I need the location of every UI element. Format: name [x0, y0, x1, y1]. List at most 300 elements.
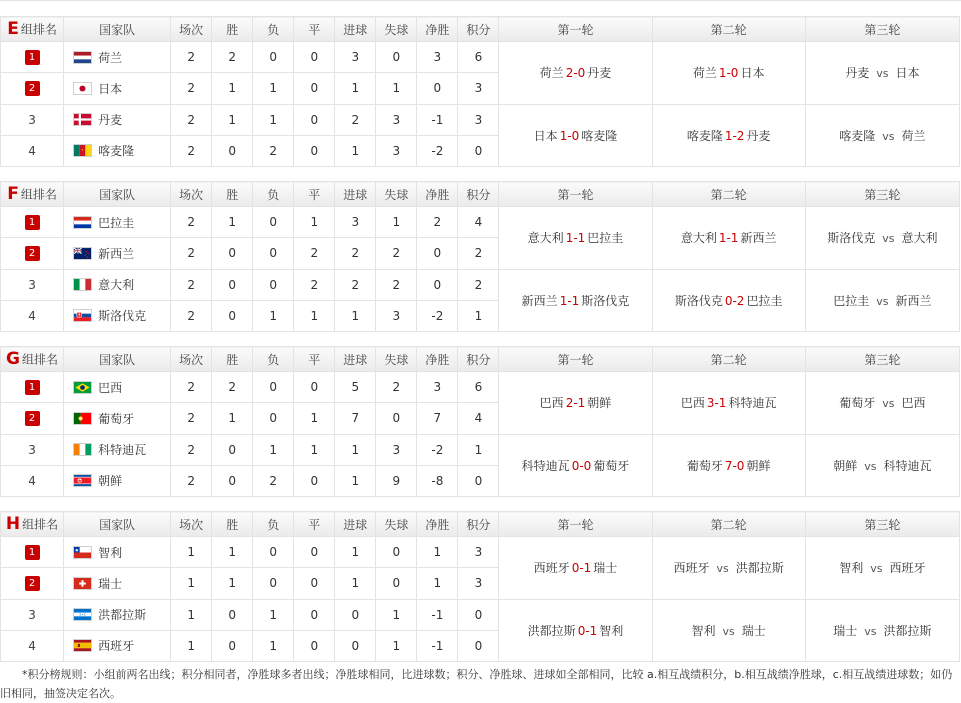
- team-name[interactable]: 科特迪瓦: [98, 443, 147, 458]
- versus-label: vs: [722, 624, 735, 638]
- header-loss: 负: [253, 347, 294, 372]
- rank-number: 3: [28, 442, 36, 457]
- played-cell: 2: [171, 465, 212, 496]
- team-name[interactable]: 荷兰: [98, 50, 123, 65]
- rank-number: 4: [28, 308, 36, 323]
- draws-cell: 0: [294, 135, 335, 166]
- home-team: 斯洛伐克: [827, 231, 876, 246]
- goals-for-cell: 3: [335, 207, 376, 238]
- team-row: [1, 207, 960, 238]
- played-cell: 2: [171, 104, 212, 135]
- team-cell[interactable]: [64, 372, 171, 403]
- round-3-match[interactable]: [805, 537, 959, 599]
- header-round1: 第一轮: [499, 17, 652, 42]
- header-draw: 平: [294, 347, 335, 372]
- points-cell: 6: [458, 42, 499, 73]
- round-1-match[interactable]: [499, 42, 652, 104]
- group-letter: G: [6, 349, 20, 370]
- team-cell[interactable]: [64, 599, 171, 630]
- away-team: 智利: [599, 623, 624, 638]
- group-f-section: [0, 181, 960, 332]
- goal-difference-cell: -8: [417, 465, 458, 496]
- brazil-flag-icon: [73, 381, 92, 394]
- rank-cell: [1, 403, 64, 434]
- away-team: 日本: [740, 66, 765, 81]
- header-played: 场次: [171, 512, 212, 537]
- away-team: 荷兰: [901, 128, 926, 143]
- team-name[interactable]: 巴西: [98, 380, 123, 395]
- header-played: 场次: [171, 182, 212, 207]
- home-team: 智利: [691, 623, 716, 638]
- header-rank: [1, 512, 64, 537]
- losses-cell: 0: [253, 372, 294, 403]
- losses-cell: 0: [253, 537, 294, 568]
- team-cell[interactable]: [64, 269, 171, 300]
- match-score: 0-2: [724, 293, 745, 308]
- round-1-match[interactable]: [499, 104, 652, 166]
- header-played: 场次: [171, 17, 212, 42]
- match-score: 0-1: [577, 623, 598, 638]
- round-2-match[interactable]: [652, 207, 805, 269]
- goal-difference-cell: -2: [417, 434, 458, 465]
- round-1-match[interactable]: [499, 537, 652, 599]
- new-zealand-flag-icon: [73, 247, 92, 260]
- points-cell: 3: [458, 537, 499, 568]
- header-round2: 第二轮: [652, 347, 805, 372]
- versus-label: vs: [870, 562, 883, 576]
- round-3-match[interactable]: [805, 104, 959, 166]
- round-2-match[interactable]: [652, 269, 805, 331]
- round-3-match[interactable]: [805, 599, 959, 661]
- home-team: 意大利: [680, 231, 717, 246]
- header-gd: 净胜: [417, 17, 458, 42]
- team-name[interactable]: 瑞士: [98, 576, 123, 591]
- points-cell: 3: [458, 568, 499, 599]
- points-cell: 6: [458, 372, 499, 403]
- goals-for-cell: 0: [335, 630, 376, 661]
- header-ga: 失球: [376, 182, 417, 207]
- away-team: 瑞士: [741, 623, 766, 638]
- losses-cell: 2: [253, 465, 294, 496]
- losses-cell: 1: [253, 104, 294, 135]
- losses-cell: 0: [253, 207, 294, 238]
- round-3-match[interactable]: [805, 42, 959, 104]
- rank-cell: [1, 630, 64, 661]
- header-team: 国家队: [64, 17, 171, 42]
- match-score: 1-0: [718, 66, 739, 81]
- wins-cell: 0: [212, 630, 253, 661]
- draws-cell: 0: [294, 372, 335, 403]
- header-win: 胜: [212, 512, 253, 537]
- goal-difference-cell: 1: [417, 537, 458, 568]
- losses-cell: 0: [253, 568, 294, 599]
- away-team: 科特迪瓦: [728, 396, 777, 411]
- switzerland-flag-icon: [73, 577, 92, 590]
- away-team: 朝鲜: [587, 396, 612, 411]
- standings-table: [0, 16, 960, 167]
- group-h-section: [0, 511, 960, 662]
- header-round3: 第三轮: [805, 347, 959, 372]
- goals-against-cell: 3: [376, 300, 417, 331]
- chile-flag-icon: [73, 546, 92, 559]
- team-name[interactable]: 日本: [98, 81, 123, 96]
- header-row: [1, 17, 960, 42]
- team-name[interactable]: 西班牙: [98, 639, 135, 654]
- round-3-match[interactable]: [805, 269, 959, 331]
- team-cell[interactable]: [64, 207, 171, 238]
- round-1-match[interactable]: [499, 269, 652, 331]
- home-team: 科特迪瓦: [521, 458, 570, 473]
- match-score: 1-0: [559, 128, 580, 143]
- rank-cell: [1, 599, 64, 630]
- losses-cell: 2: [253, 135, 294, 166]
- goals-against-cell: 0: [376, 403, 417, 434]
- goals-against-cell: 1: [376, 207, 417, 238]
- team-name[interactable]: 喀麦隆: [98, 144, 135, 159]
- goals-against-cell: 0: [376, 568, 417, 599]
- draws-cell: 0: [294, 465, 335, 496]
- points-cell: 4: [458, 207, 499, 238]
- round-3-match[interactable]: [805, 372, 959, 434]
- round-3-match[interactable]: [805, 207, 959, 269]
- team-name[interactable]: 斯洛伐克: [98, 309, 147, 324]
- qualified-rank-badge: 2: [25, 576, 40, 591]
- rank-cell: [1, 537, 64, 568]
- team-cell[interactable]: [64, 73, 171, 104]
- away-team: 新西兰: [740, 231, 777, 246]
- team-cell[interactable]: [64, 630, 171, 661]
- wins-cell: 0: [212, 135, 253, 166]
- top-divider: [0, 0, 961, 1]
- played-cell: 2: [171, 300, 212, 331]
- team-name[interactable]: 新西兰: [98, 246, 135, 261]
- away-team: 瑞士: [593, 561, 618, 576]
- points-cell: 0: [458, 135, 499, 166]
- away-team: 丹麦: [587, 66, 612, 81]
- header-row: [1, 512, 960, 537]
- rank-number: 4: [28, 143, 36, 158]
- round-2-match[interactable]: [652, 104, 805, 166]
- wins-cell: 1: [212, 568, 253, 599]
- header-loss: 负: [253, 182, 294, 207]
- versus-label: vs: [876, 67, 889, 81]
- draws-cell: 2: [294, 269, 335, 300]
- home-team: 荷兰: [539, 66, 564, 81]
- team-row: [1, 42, 960, 73]
- round-2-match[interactable]: [652, 599, 805, 661]
- header-draw: 平: [294, 182, 335, 207]
- group-e-section: [0, 16, 960, 167]
- points-cell: 3: [458, 73, 499, 104]
- rank-cell: [1, 465, 64, 496]
- away-team: 丹麦: [746, 128, 771, 143]
- qualified-rank-badge: 2: [25, 81, 40, 96]
- header-round2: 第二轮: [652, 512, 805, 537]
- versus-label: vs: [882, 232, 895, 246]
- goal-difference-cell: 0: [417, 73, 458, 104]
- group-g-section: [0, 346, 960, 497]
- team-cell[interactable]: [64, 135, 171, 166]
- team-name[interactable]: 葡萄牙: [98, 411, 135, 426]
- header-team: 国家队: [64, 512, 171, 537]
- goals-against-cell: 9: [376, 465, 417, 496]
- match-score: 0-0: [571, 458, 592, 473]
- points-cell: 3: [458, 104, 499, 135]
- header-gd: 净胜: [417, 512, 458, 537]
- goals-for-cell: 5: [335, 372, 376, 403]
- points-cell: 0: [458, 599, 499, 630]
- home-team: 喀麦隆: [839, 128, 876, 143]
- goal-difference-cell: 3: [417, 372, 458, 403]
- header-draw: 平: [294, 17, 335, 42]
- wins-cell: 2: [212, 372, 253, 403]
- played-cell: 2: [171, 238, 212, 269]
- standings-table: [0, 346, 960, 497]
- away-team: 葡萄牙: [593, 458, 630, 473]
- honduras-flag-icon: [73, 608, 92, 621]
- versus-label: vs: [864, 624, 877, 638]
- round-2-match[interactable]: [652, 372, 805, 434]
- rank-number: 3: [28, 277, 36, 292]
- team-cell[interactable]: [64, 434, 171, 465]
- home-team: 葡萄牙: [839, 396, 876, 411]
- round-2-match[interactable]: [652, 434, 805, 496]
- goals-for-cell: 1: [335, 135, 376, 166]
- header-rank-label: 组排名: [22, 352, 59, 367]
- rank-number: 3: [28, 607, 36, 622]
- header-round3: 第三轮: [805, 17, 959, 42]
- goals-against-cell: 2: [376, 269, 417, 300]
- header-gd: 净胜: [417, 347, 458, 372]
- header-played: 场次: [171, 347, 212, 372]
- goals-against-cell: 3: [376, 434, 417, 465]
- header-team: 国家队: [64, 347, 171, 372]
- team-name[interactable]: 丹麦: [98, 113, 123, 128]
- played-cell: 2: [171, 434, 212, 465]
- match-score: 1-2: [724, 128, 745, 143]
- group-letter: F: [7, 184, 19, 205]
- header-rank-label: 组排名: [20, 22, 57, 37]
- played-cell: 1: [171, 568, 212, 599]
- goal-difference-cell: 3: [417, 42, 458, 73]
- draws-cell: 1: [294, 434, 335, 465]
- away-team: 朝鲜: [746, 458, 771, 473]
- cameroon-flag-icon: [73, 144, 92, 157]
- round-2-match[interactable]: [652, 42, 805, 104]
- goals-for-cell: 1: [335, 434, 376, 465]
- away-team: 意大利: [901, 231, 938, 246]
- header-loss: 负: [253, 512, 294, 537]
- ranking-rules-note: *积分榜规则：小组前两名出线；积分相同者，净胜球多者出线；净胜球相同，比进球数；积分、净胜球、进球如全部相同，比较 a.相互战绩积分，b.相互战绩净胜球，c.相互战绩进球数；如仍旧相同，抽签决定名次。: [0, 668, 953, 700]
- team-row: [1, 537, 960, 568]
- away-team: 巴拉圭: [746, 293, 783, 308]
- goals-against-cell: 1: [376, 73, 417, 104]
- header-rank-label: 组排名: [22, 517, 59, 532]
- losses-cell: 0: [253, 403, 294, 434]
- qualified-rank-badge: 1: [25, 380, 40, 395]
- qualified-rank-badge: 1: [25, 215, 40, 230]
- team-cell[interactable]: [64, 403, 171, 434]
- header-round1: 第一轮: [499, 347, 652, 372]
- away-team: 日本: [895, 66, 920, 81]
- header-win: 胜: [212, 347, 253, 372]
- away-team: 斯洛伐克: [581, 293, 630, 308]
- team-cell[interactable]: [64, 42, 171, 73]
- draws-cell: 0: [294, 568, 335, 599]
- header-ga: 失球: [376, 17, 417, 42]
- goals-for-cell: 2: [335, 104, 376, 135]
- home-team: 日本: [533, 128, 558, 143]
- match-score: 2-0: [565, 66, 586, 81]
- home-team: 巴拉圭: [833, 293, 870, 308]
- away-team: 巴西: [901, 396, 926, 411]
- rank-cell: [1, 300, 64, 331]
- round-3-match[interactable]: [805, 434, 959, 496]
- wins-cell: 0: [212, 465, 253, 496]
- round-1-match[interactable]: [499, 372, 652, 434]
- rank-cell: [1, 434, 64, 465]
- header-gf: 进球: [335, 17, 376, 42]
- team-cell[interactable]: [64, 568, 171, 599]
- goals-for-cell: 0: [335, 599, 376, 630]
- goal-difference-cell: -2: [417, 300, 458, 331]
- versus-label: vs: [882, 397, 895, 411]
- goals-for-cell: 3: [335, 42, 376, 73]
- team-name[interactable]: 巴拉圭: [98, 215, 135, 230]
- wins-cell: 1: [212, 104, 253, 135]
- team-row: [1, 434, 960, 465]
- header-round1: 第一轮: [499, 182, 652, 207]
- round-1-match[interactable]: [499, 599, 652, 661]
- round-2-match[interactable]: [652, 537, 805, 599]
- goals-against-cell: 1: [376, 599, 417, 630]
- team-name[interactable]: 朝鲜: [98, 474, 123, 489]
- ivory-coast-flag-icon: [73, 443, 92, 456]
- header-gf: 进球: [335, 347, 376, 372]
- away-team: 洪都拉斯: [883, 623, 932, 638]
- header-round1: 第一轮: [499, 512, 652, 537]
- header-win: 胜: [212, 17, 253, 42]
- qualified-rank-badge: 2: [25, 246, 40, 261]
- spain-flag-icon: [73, 639, 92, 652]
- home-team: 智利: [839, 561, 864, 576]
- draws-cell: 1: [294, 207, 335, 238]
- goal-difference-cell: 7: [417, 403, 458, 434]
- goal-difference-cell: 2: [417, 207, 458, 238]
- draws-cell: 0: [294, 599, 335, 630]
- goals-for-cell: 2: [335, 238, 376, 269]
- home-team: 西班牙: [673, 561, 710, 576]
- slovakia-flag-icon: [73, 309, 92, 322]
- round-1-match[interactable]: [499, 207, 652, 269]
- team-cell[interactable]: [64, 238, 171, 269]
- qualified-rank-badge: 1: [25, 50, 40, 65]
- goals-against-cell: 1: [376, 630, 417, 661]
- goal-difference-cell: 1: [417, 568, 458, 599]
- goals-for-cell: 1: [335, 73, 376, 104]
- goal-difference-cell: -1: [417, 104, 458, 135]
- played-cell: 1: [171, 537, 212, 568]
- losses-cell: 0: [253, 269, 294, 300]
- draws-cell: 0: [294, 42, 335, 73]
- goals-for-cell: 7: [335, 403, 376, 434]
- home-team: 巴西: [680, 396, 705, 411]
- wins-cell: 1: [212, 207, 253, 238]
- header-rank: [1, 182, 64, 207]
- match-score: 1-1: [559, 293, 580, 308]
- header-round2: 第二轮: [652, 17, 805, 42]
- team-row: [1, 269, 960, 300]
- points-cell: 1: [458, 300, 499, 331]
- away-team: 巴拉圭: [587, 231, 624, 246]
- match-score: 3-1: [706, 396, 727, 411]
- played-cell: 2: [171, 135, 212, 166]
- points-cell: 4: [458, 403, 499, 434]
- home-team: 瑞士: [833, 623, 858, 638]
- team-cell[interactable]: [64, 300, 171, 331]
- netherlands-flag-icon: [73, 51, 92, 64]
- versus-label: vs: [716, 562, 729, 576]
- north-korea-flag-icon: [73, 474, 92, 487]
- rank-number: 3: [28, 112, 36, 127]
- team-name[interactable]: 意大利: [98, 278, 135, 293]
- rank-number: 4: [28, 473, 36, 488]
- header-round3: 第三轮: [805, 512, 959, 537]
- header-rank: [1, 347, 64, 372]
- wins-cell: 0: [212, 269, 253, 300]
- team-name[interactable]: 智利: [98, 545, 123, 560]
- team-row: [1, 104, 960, 135]
- round-1-match[interactable]: [499, 434, 652, 496]
- header-row: [1, 347, 960, 372]
- goal-difference-cell: 0: [417, 269, 458, 300]
- team-cell[interactable]: [64, 465, 171, 496]
- header-gf: 进球: [335, 182, 376, 207]
- points-cell: 0: [458, 465, 499, 496]
- header-rank: [1, 17, 64, 42]
- away-team: 西班牙: [889, 561, 926, 576]
- played-cell: 1: [171, 599, 212, 630]
- match-score: 1-1: [565, 231, 586, 246]
- rank-cell: [1, 269, 64, 300]
- goals-for-cell: 1: [335, 465, 376, 496]
- denmark-flag-icon: [73, 113, 92, 126]
- played-cell: 2: [171, 42, 212, 73]
- points-cell: 0: [458, 630, 499, 661]
- played-cell: 1: [171, 630, 212, 661]
- goals-for-cell: 2: [335, 269, 376, 300]
- played-cell: 2: [171, 269, 212, 300]
- standings-table: [0, 181, 960, 332]
- team-name[interactable]: 洪都拉斯: [98, 608, 147, 623]
- group-letter: E: [7, 19, 19, 40]
- away-team: 科特迪瓦: [883, 458, 932, 473]
- header-ga: 失球: [376, 347, 417, 372]
- qualified-rank-badge: 1: [25, 545, 40, 560]
- home-team: 荷兰: [692, 66, 717, 81]
- team-cell[interactable]: [64, 537, 171, 568]
- versus-label: vs: [876, 294, 889, 308]
- home-team: 丹麦: [845, 66, 870, 81]
- goals-against-cell: 3: [376, 135, 417, 166]
- losses-cell: 1: [253, 434, 294, 465]
- away-team: 喀麦隆: [581, 128, 618, 143]
- team-cell[interactable]: [64, 104, 171, 135]
- played-cell: 2: [171, 73, 212, 104]
- draws-cell: 0: [294, 104, 335, 135]
- goals-for-cell: 1: [335, 568, 376, 599]
- header-loss: 负: [253, 17, 294, 42]
